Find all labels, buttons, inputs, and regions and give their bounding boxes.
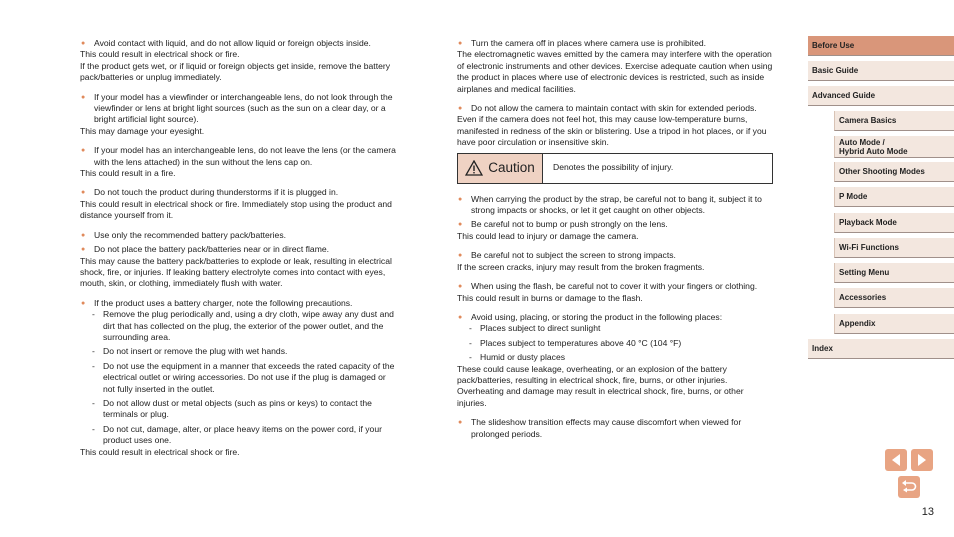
warning-triangle-icon [465,160,483,176]
body-text: This could result in electrical shock or fire. Immediately stop using the product and distance yourself from it. [80,198,392,221]
dash-item: - Do not cut, damage, alter, or place heavy items on the power cord, if your product uses one. [80,424,398,447]
bullet-item: ● Avoid using, placing, or storing the product in the following places: [457,312,775,323]
dash-item: - Do not insert or remove the plug with wet hands. [80,346,398,357]
nav-index[interactable] [808,339,954,359]
body-text: This could result in electrical shock or fire. [80,446,240,457]
body-text: Even if the camera does not feel hot, this may cause low-temperature burns, manifested in redness of the skin or blistering. Use a tripod in hot places, or if you have poor circulation or insensitive skin. [457,114,767,148]
nav-label: Before Use [812,40,855,50]
prev-page-button[interactable] [885,449,907,471]
nav-auto-mode[interactable] [834,136,954,158]
bullet-item: ● If your model has an interchangeable lens, do not leave the lens (or the camera with the lens attached) in the sun without the lens cap on. [80,145,398,168]
triangle-right-icon [916,453,928,467]
nav-label: Other Shooting Modes [839,166,925,176]
body-text: This could lead to injury or damage the camera. [457,230,639,241]
body-text: This could result in burns or damage to the flash. [457,292,643,303]
caution-label-box [458,154,543,183]
nav-label: Accessories [839,292,887,302]
bullet-item: ● Use only the recommended battery pack/batteries. [80,230,398,241]
nav-other-shooting-modes[interactable] [834,162,954,182]
bullet-item: ● If the product uses a battery charger, note the following precautions. [80,298,398,309]
bullet-item: ● Avoid contact with liquid, and do not allow liquid or foreign objects inside. [80,38,398,49]
nav-basic-guide[interactable] [808,61,954,81]
nav-label: Playback Mode [839,217,897,227]
nav-label: P Mode [839,191,868,201]
bullet-item: ● Be careful not to subject the screen to strong impacts. [457,250,775,261]
body-text: If the screen cracks, injury may result from the broken fragments. [457,261,705,272]
bullet-item: ● Do not place the battery pack/batteries near or in direct flame. [80,244,398,255]
caution-box [457,153,773,184]
bullet-item: ● Do not touch the product during thunderstorms if it is plugged in. [80,187,398,198]
body-text: This could result in electrical shock or fire. [80,49,240,60]
nav-label: Advanced Guide [812,90,876,100]
bullet-item: ● When using the flash, be careful not to cover it with your fingers or clothing. [457,281,775,292]
body-text: This may damage your eyesight. [80,125,205,136]
triangle-left-icon [890,453,902,467]
return-button[interactable] [898,476,920,498]
right-column [457,38,775,440]
dash-item: - Places subject to temperatures above 40 °C (104 °F) [457,338,775,349]
bullet-item: ● When carrying the product by the strap, be careful not to bang it, subject it to strong impacts or shocks, or let it get caught on other objects. [457,194,775,217]
nav-before-use[interactable] [808,36,954,56]
nav-label: Setting Menu [839,267,890,277]
dash-item: - Do not use the equipment in a manner that exceeds the rated capacity of the electrical outlet or wiring accessories. Do not use if the plug is damaged or not fully inserted in the outlet. [80,361,398,395]
body-text: This could result in a fire. [80,168,176,179]
nav-playback-mode[interactable] [834,213,954,233]
nav-label: Camera Basics [839,115,897,125]
nav-label: Appendix [839,318,876,328]
nav-camera-basics[interactable] [834,111,954,131]
dash-item: - Humid or dusty places [457,352,775,363]
body-text: If the product gets wet, or if liquid or foreign objects get inside, remove the battery pack/batteries or unplug immediately. [80,60,391,83]
bullet-item: ● If your model has a viewfinder or interchangeable lens, do not look through the viewfinder or lens at bright light sources (such as the sun on a clear day, or a bright artificial light source). [80,92,398,126]
body-text: This may cause the battery pack/batteries to explode or leak, resulting in electrical shock, fire, or injuries. If leaking battery electrolyte comes into contact with eyes, mouth, skin, or clothing, immediately flush with water. [80,255,392,289]
nav-appendix[interactable] [834,314,954,334]
body-text: These could cause leakage, overheating, or an explosion of the battery pack/batteries, resulting in electrical shock, fire, burns, or other injuries. [457,363,728,385]
nav-wifi-functions[interactable] [834,238,954,258]
nav-advanced-guide[interactable] [808,86,954,106]
dash-item: - Places subject to direct sunlight [457,323,775,334]
nav-accessories[interactable] [834,288,954,308]
body-text: Overheating and damage may result in electrical shock, fire, burns, or other injuries. [457,386,744,408]
page-number: 13 [921,506,934,518]
bullet-item: ● Do not allow the camera to maintain contact with skin for extended periods. [457,103,775,114]
caution-label: Caution [488,160,535,176]
dash-item: - Do not allow dust or metal objects (such as pins or keys) to contact the terminals or plug. [80,398,398,421]
bullet-item: ● The slideshow transition effects may cause discomfort when viewed for prolonged periods. [457,417,775,440]
bullet-item: ● Be careful not to bump or push strongly on the lens. [457,219,775,230]
dash-item: - Remove the plug periodically and, using a dry cloth, wipe away any dust and dirt that has collected on the plug, the exterior of the power outlet, and the surrounding area. [80,309,398,343]
return-arrow-icon [901,480,917,494]
nav-p-mode[interactable] [834,187,954,207]
nav-label: Index [812,343,833,353]
nav-label: Wi-Fi Functions [839,242,899,252]
nav-label: Auto Mode / Hybrid Auto Mode [839,137,908,156]
bullet-item: ● Turn the camera off in places where camera use is prohibited. [457,38,775,49]
nav-setting-menu[interactable] [834,263,954,283]
caution-text: Denotes the possibility of injury. [553,162,674,173]
body-text: The electromagnetic waves emitted by the camera may interfere with the operation of electronic instruments and other devices. Exercise adequate caution when using the product in places where use of electronic devices is restricted, such as inside airplanes and medical facilities. [457,49,773,94]
nav-label: Basic Guide [812,65,859,75]
next-page-button[interactable] [911,449,933,471]
left-column [80,38,398,458]
